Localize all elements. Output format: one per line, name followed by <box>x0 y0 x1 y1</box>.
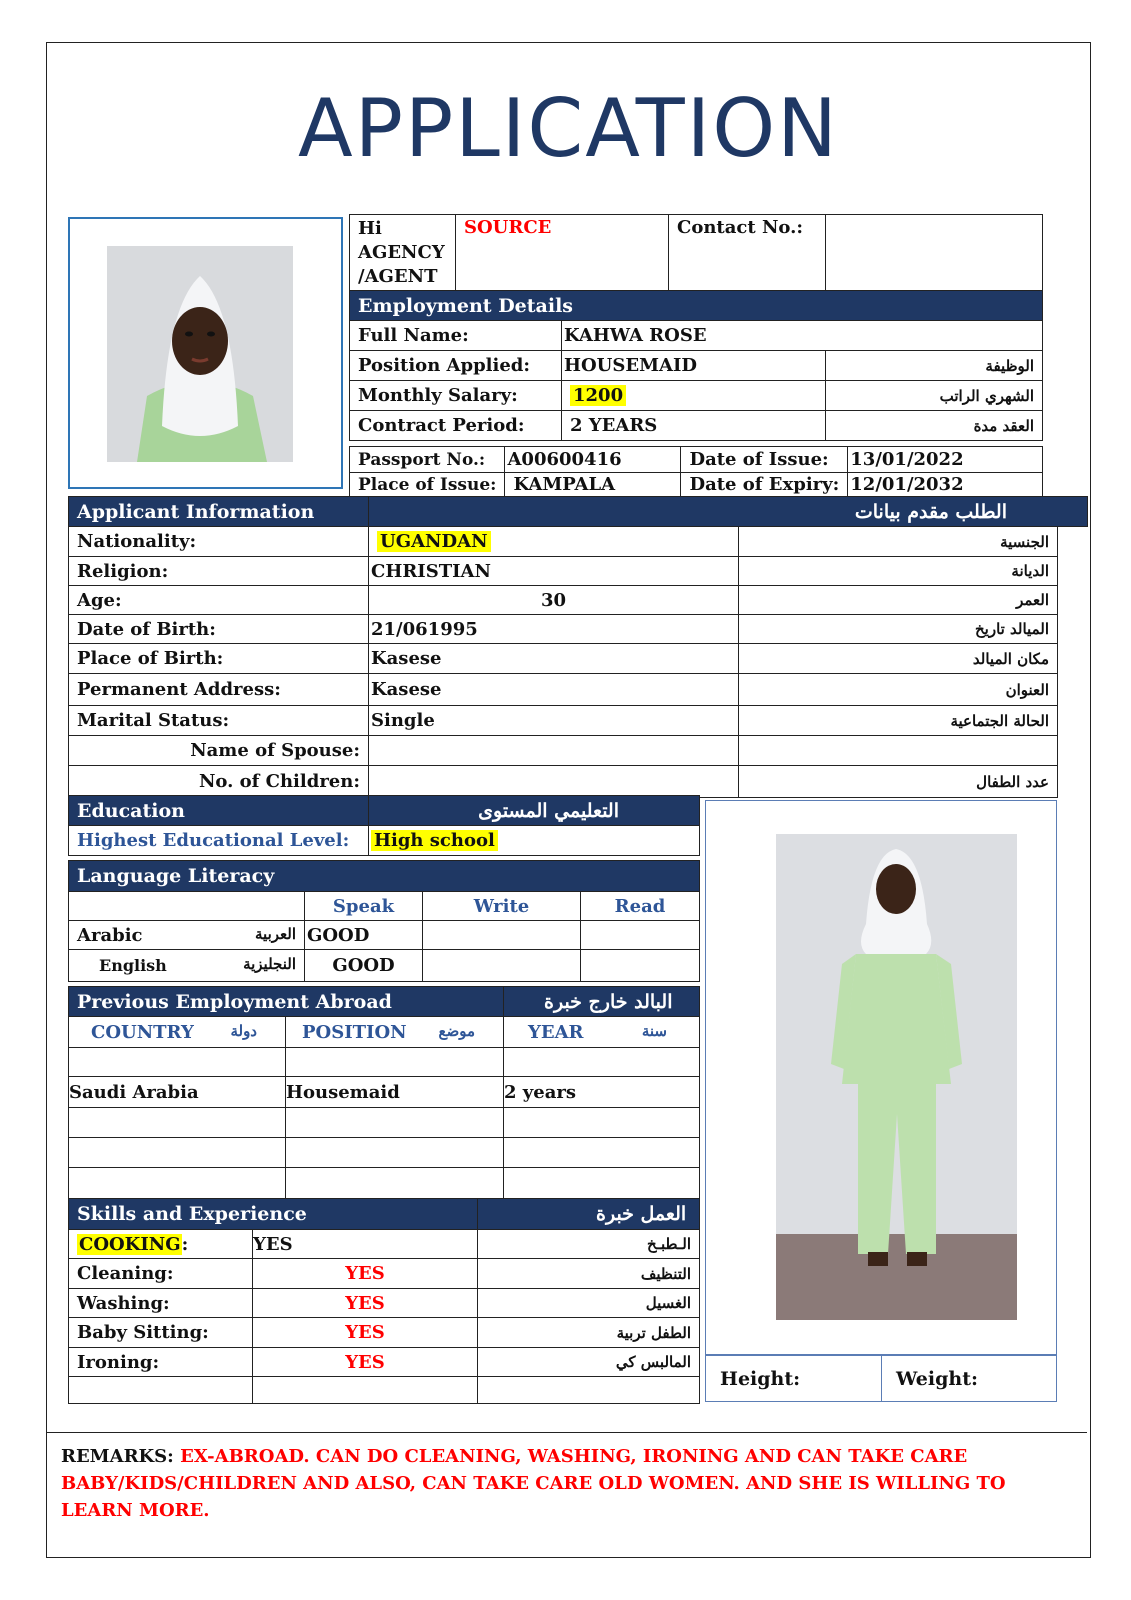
speak-col: Speak <box>305 892 423 921</box>
skill-arabic: الغسيل <box>478 1289 700 1318</box>
contract-label: Contract Period: <box>350 411 562 441</box>
education-table <box>68 795 700 856</box>
position-col-arabic: موضع <box>438 1021 475 1040</box>
skill-row <box>69 1377 700 1404</box>
applicant-header: Applicant Information <box>69 497 369 527</box>
age-value: 30 <box>369 586 739 615</box>
remarks-section <box>47 1432 1087 1556</box>
language-name: English <box>99 956 167 975</box>
expiry-date-label: Date of Expiry: <box>681 473 848 497</box>
year-col-arabic: سنة <box>641 1021 667 1040</box>
agency-source: SOURCE <box>456 215 669 291</box>
previous-country <box>69 1048 286 1077</box>
previous-employment-table <box>68 986 700 1199</box>
previous-country <box>69 1168 286 1199</box>
address-value: Kasese <box>369 674 739 706</box>
contract-arabic: العقد مدة <box>826 411 1043 441</box>
skill-row <box>69 1348 700 1377</box>
country-col: COUNTRY <box>91 1021 194 1043</box>
salary-arabic: الشهري الراتب <box>826 381 1043 411</box>
marital-label: Marital Status: <box>69 706 369 736</box>
skill-row <box>69 1318 700 1348</box>
salary-label: Monthly Salary: <box>350 381 562 411</box>
year-col: YEAR <box>528 1021 584 1043</box>
children-value <box>369 766 739 798</box>
language-row <box>69 921 700 950</box>
skill-label: Baby Sitting: <box>69 1318 253 1348</box>
full-name-value: KAHWA ROSE <box>562 321 1043 351</box>
previous-year <box>504 1168 700 1199</box>
skills-header-arabic: العمل خبرة <box>478 1199 700 1230</box>
previous-position <box>286 1138 504 1168</box>
previous-row <box>69 1108 700 1138</box>
marital-arabic: الحالة الجتماعية <box>739 706 1058 736</box>
skill-value: YES <box>253 1259 478 1289</box>
language-table <box>68 860 700 982</box>
weight-label: Weight: <box>882 1356 1057 1402</box>
previous-position <box>286 1168 504 1199</box>
position-label: Position Applied: <box>350 351 562 381</box>
nationality-arabic: الجنسية <box>739 527 1058 557</box>
previous-header-arabic: البالد خارج خبرة <box>504 987 700 1017</box>
contact-value <box>826 215 1043 291</box>
previous-year <box>504 1048 700 1077</box>
agency-table <box>349 214 1043 291</box>
skill-arabic: التنظيف <box>478 1259 700 1289</box>
religion-arabic: الديانة <box>739 557 1058 586</box>
skills-header: Skills and Experience <box>69 1199 478 1230</box>
nationality-value: UGANDAN <box>377 531 491 552</box>
skill-value: YES <box>253 1289 478 1318</box>
spouse-label: Name of Spouse: <box>69 736 369 766</box>
previous-row <box>69 1168 700 1199</box>
applicant-row <box>69 766 1058 798</box>
skill-label: Ironing: <box>69 1348 253 1377</box>
full-body-image <box>776 834 1017 1320</box>
previous-year: 2 years <box>504 1077 700 1108</box>
place-of-issue-label: Place of Issue: <box>350 473 505 497</box>
previous-position <box>286 1108 504 1138</box>
applicant-row <box>69 557 1058 586</box>
skill-arabic <box>478 1377 700 1404</box>
previous-row <box>69 1077 700 1108</box>
skill-value <box>253 1377 478 1404</box>
skill-value: YES <box>253 1318 478 1348</box>
place-of-issue-value: KAMPALA <box>505 473 681 497</box>
position-col: POSITION <box>302 1021 407 1043</box>
agency-label: Hi AGENCY /AGENT <box>350 215 456 291</box>
full-name-label: Full Name: <box>350 321 562 351</box>
previous-country <box>69 1138 286 1168</box>
portrait-image <box>107 246 293 462</box>
previous-row <box>69 1048 700 1077</box>
applicant-table <box>68 496 1088 527</box>
language-write <box>423 921 581 950</box>
applicant-row <box>69 674 1058 706</box>
height-weight-table <box>705 1355 1057 1402</box>
previous-row <box>69 1138 700 1168</box>
pob-arabic: مكان الميالد <box>739 644 1058 674</box>
language-write <box>423 950 581 982</box>
previous-country <box>69 1108 286 1138</box>
contract-value: 2 YEARS <box>562 411 826 441</box>
nationality-label: Nationality: <box>69 527 369 557</box>
skill-label: COOKING <box>79 1233 181 1255</box>
education-level-label: Highest Educational Level: <box>69 826 369 856</box>
page-title: APPLICATION <box>297 82 840 175</box>
height-label: Height: <box>706 1356 882 1402</box>
applicant-row <box>69 527 1058 557</box>
previous-country: Saudi Arabia <box>69 1077 286 1108</box>
position-value: HOUSEMAID <box>562 351 826 381</box>
education-header: Education <box>69 796 369 826</box>
salary-value: 1200 <box>570 385 626 406</box>
remarks-line1: EX-ABROAD. CAN DO CLEANING, WASHING, IRONING AND CAN TAKE CARE <box>180 1446 968 1467</box>
previous-year <box>504 1108 700 1138</box>
spouse-arabic <box>739 736 1058 766</box>
skill-label <box>69 1377 253 1404</box>
applicant-row <box>69 615 1058 644</box>
remarks-line2: BABY/KIDS/CHILDREN AND ALSO, CAN TAKE CARE OLD WOMEN. AND SHE IS WILLING TO LEARN MORE. <box>61 1473 1006 1521</box>
language-read <box>581 950 700 982</box>
full-body-photo <box>776 834 1017 1320</box>
passport-no-value: A00600416 <box>505 447 681 473</box>
skill-label: Washing: <box>69 1289 253 1318</box>
education-header-arabic: التعليمي المستوى <box>369 796 700 826</box>
expiry-date-value: 12/01/2032 <box>848 473 1043 497</box>
skills-table <box>68 1198 700 1404</box>
language-name: Arabic <box>77 924 143 946</box>
language-arabic: العربية <box>255 924 296 943</box>
skill-arabic: المالبس كي <box>478 1348 700 1377</box>
issue-date-label: Date of Issue: <box>681 447 848 473</box>
language-header: Language Literacy <box>69 861 700 892</box>
applicant-header-arabic: الطلب مقدم بيانات <box>369 497 1088 527</box>
dob-label: Date of Birth: <box>69 615 369 644</box>
issue-date-value: 13/01/2022 <box>848 447 1043 473</box>
write-col: Write <box>423 892 581 921</box>
country-col-arabic: دولة <box>230 1021 257 1040</box>
read-col: Read <box>581 892 700 921</box>
employment-table <box>349 290 1043 441</box>
skill-row: COOKING: YES الـطبـخ <box>69 1230 700 1259</box>
applicant-row <box>69 644 1058 674</box>
remarks-label: REMARKS: <box>61 1446 174 1467</box>
applicant-row <box>69 736 1058 766</box>
previous-position <box>286 1048 504 1077</box>
education-level-value: High school <box>371 830 498 851</box>
religion-label: Religion: <box>69 557 369 586</box>
pob-value: Kasese <box>369 644 739 674</box>
children-arabic: عدد الطفال <box>739 766 1058 798</box>
previous-year <box>504 1138 700 1168</box>
skill-arabic: الطفل تربية <box>478 1318 700 1348</box>
marital-value: Single <box>369 706 739 736</box>
skill-arabic: الـطبـخ <box>478 1230 700 1259</box>
contact-label: Contact No.: <box>669 215 826 291</box>
pob-label: Place of Birth: <box>69 644 369 674</box>
language-read <box>581 921 700 950</box>
religion-value: CHRISTIAN <box>369 557 739 586</box>
passport-table <box>349 446 1043 497</box>
passport-no-label: Passport No.: <box>350 447 505 473</box>
dob-arabic: الميالد تاريخ <box>739 615 1058 644</box>
children-label: No. of Children: <box>69 766 369 798</box>
applicant-rows <box>68 526 1058 798</box>
language-arabic: النجليزية <box>243 955 296 973</box>
portrait-photo <box>107 246 293 462</box>
skill-label: Cleaning: <box>69 1259 253 1289</box>
position-arabic: الوظيفة <box>826 351 1043 381</box>
skill-value: YES <box>253 1230 478 1259</box>
age-arabic: العمر <box>739 586 1058 615</box>
language-speak: GOOD <box>305 921 423 950</box>
dob-value: 21/061995 <box>369 615 739 644</box>
previous-header: Previous Employment Abroad <box>69 987 504 1017</box>
address-label: Permanent Address: <box>69 674 369 706</box>
spouse-value <box>369 736 739 766</box>
language-speak: GOOD <box>305 950 423 982</box>
applicant-row <box>69 706 1058 736</box>
age-label: Age: <box>69 586 369 615</box>
previous-position: Housemaid <box>286 1077 504 1108</box>
address-arabic: العنوان <box>739 674 1058 706</box>
applicant-row <box>69 586 1058 615</box>
skill-row <box>69 1289 700 1318</box>
employment-header: Employment Details <box>350 291 1043 321</box>
language-row <box>69 950 700 982</box>
skill-row <box>69 1259 700 1289</box>
skill-value: YES <box>253 1348 478 1377</box>
